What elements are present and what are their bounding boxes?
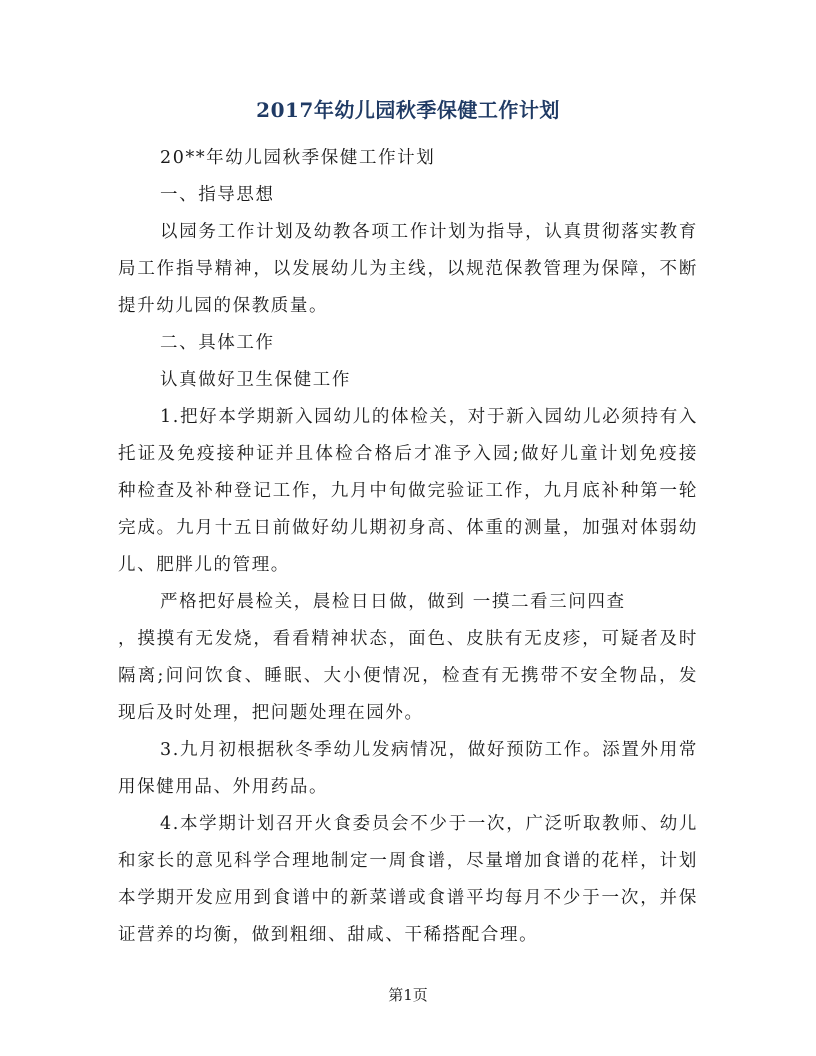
document-title: 2017年幼儿园秋季保健工作计划 [256, 98, 560, 122]
guiding-principle-paragraph: 以园务工作计划及幼教各项工作计划为指导，认真贯彻落实教育局工作指导精神，以发展幼儿为主线，以规范保教管理为保障，不断提升幼儿园的保教质量。 [118, 222, 698, 316]
section-heading-specific-work: 二、具体工作 [160, 333, 275, 353]
item-3-paragraph: 3.九月初根据秋冬季幼儿发病情况，做好预防工作。添置外用常用保健用品、外用药品。 [118, 740, 698, 797]
subtitle-paragraph: 20**年幼儿园秋季保健工作计划 [160, 148, 436, 168]
section-heading-guiding-principle: 一、指导思想 [160, 185, 275, 205]
item-4-paragraph: 4.本学期计划召开火食委员会不少于一次，广泛听取教师、幼儿和家长的意见科学合理地制定一周食谱，尽量增加食谱的花样，计划本学期开发应用到食谱中的新菜谱或食谱平均每月不少于一次，并保证营养的均衡，做到粗细、甜咸、干稀搭配合理。 [118, 814, 698, 945]
page-number: 第1页 [388, 986, 428, 1004]
morning-check-paragraph: 严格把好晨检关，晨检日日做，做到 一摸二看三问四查 [160, 592, 626, 612]
morning-check-continuation: ，摸摸有无发烧，看看精神状态，面色、皮肤有无皮疹，可疑者及时隔离;问问饮食、睡眠、大小便情况，检查有无携带不安全物品，发现后及时处理，把问题处理在园外。 [118, 629, 698, 723]
document-body [118, 140, 698, 954]
subheading-health-care: 认真做好卫生保健工作 [160, 370, 351, 390]
item-1-paragraph: 1.把好本学期新入园幼儿的体检关，对于新入园幼儿必须持有入托证及免疫接种证并且体检合格后才准予入园;做好儿童计划免疫接种检查及补种登记工作，九月中旬做完验证工作，九月底补种第一轮完成。九月十五日前做好幼儿期初身高、体重的测量，加强对体弱幼儿、肥胖儿的管理。 [118, 407, 698, 575]
